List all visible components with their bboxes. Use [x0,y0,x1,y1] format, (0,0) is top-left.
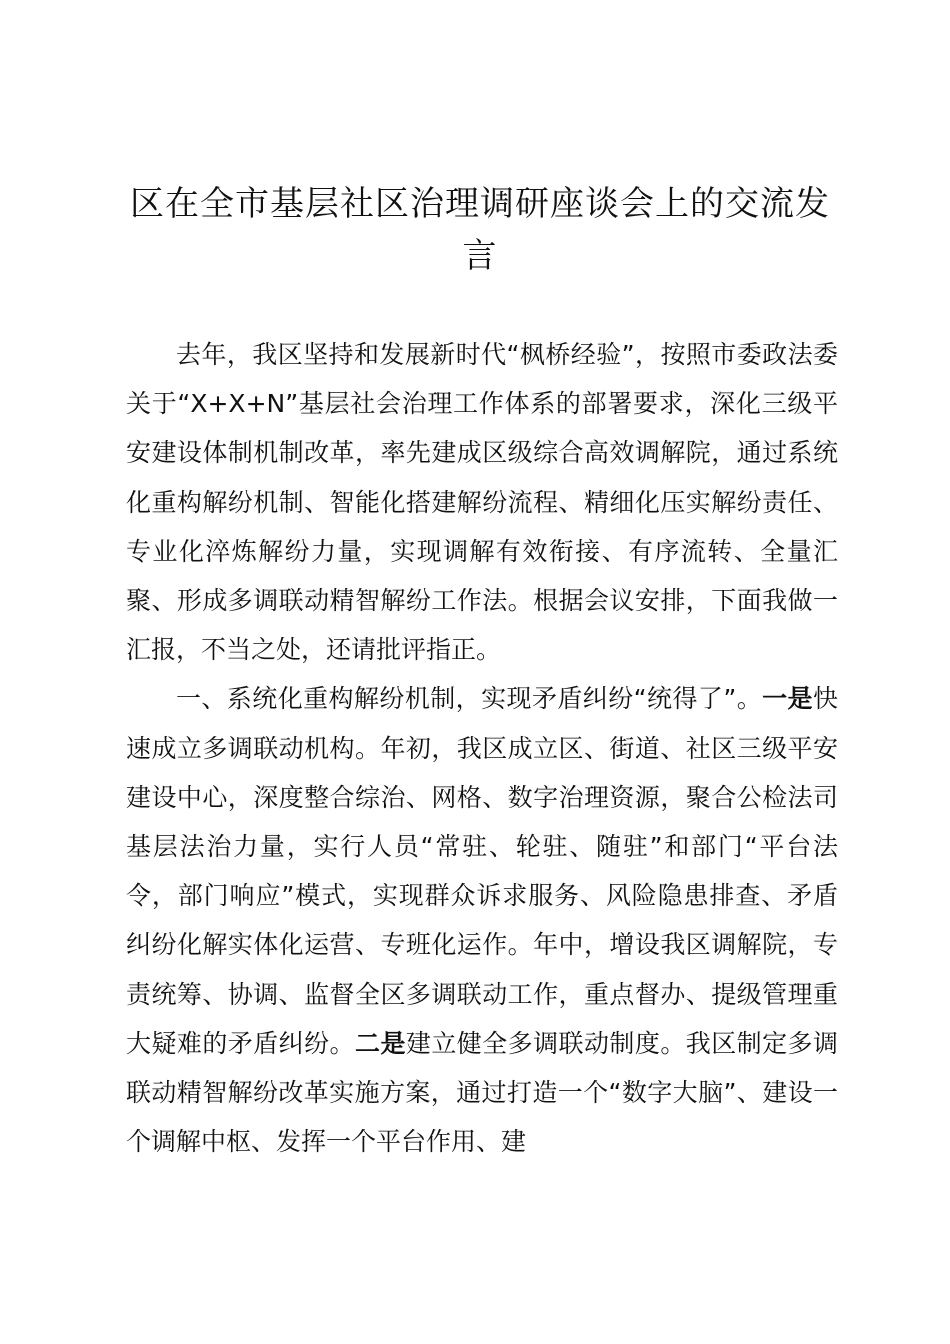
paragraph-text: 建立健全多调联动制度。我区制定多调联动精智解纷改革实施方案，通过打造一个“数字大脑”、建设一个调解中枢、发挥一个平台作用、建 [126,1028,838,1157]
document-body [126,330,838,1166]
paragraph-text: 快速成立多调联动机构。年初，我区成立区、街道、社区三级平安建设中心，深度整合综治、网格、数字治理资源，聚合公检法司基层法治力量，实行人员“常驻、轮驻、随驻”和部门“平台法令，部门响应”模式，实现群众诉求服务、风险隐患排查、矛盾纠纷化解实体化运营、专班化运作。年中，增设我区调解院，专责统筹、协调、监督全区多调联动工作，重点督办、提级管理重大疑难的矛盾纠纷。 [126,684,838,1058]
paragraph-text: 去年，我区坚持和发展新时代“枫桥经验”，按照市委政法委关于“X+X+N”基层社会治理工作体系的部署要求，深化三级平安建设体制机制改革，率先建成区级综合高效调解院，通过系统化重构解纷机制、智能化搭建解纷流程、精细化压实解纷责任、专业化淬炼解纷力量，实现调解有效衔接、有序流转、全量汇聚、形成多调联动精智解纷工作法。根据会议安排，下面我做一汇报，不当之处，还请批评指正。 [126,340,838,665]
point-marker-one: 一是 [762,684,813,714]
document-title: 区在全市基层社区治理调研座谈会上的交流发言 [130,184,830,276]
paragraph-intro [126,330,838,674]
paragraph-section-one [126,674,838,1166]
section-heading: 一、系统化重构解纷机制，实现矛盾纠纷“统得了”。 [176,684,763,714]
point-marker-two: 二是 [355,1028,406,1058]
